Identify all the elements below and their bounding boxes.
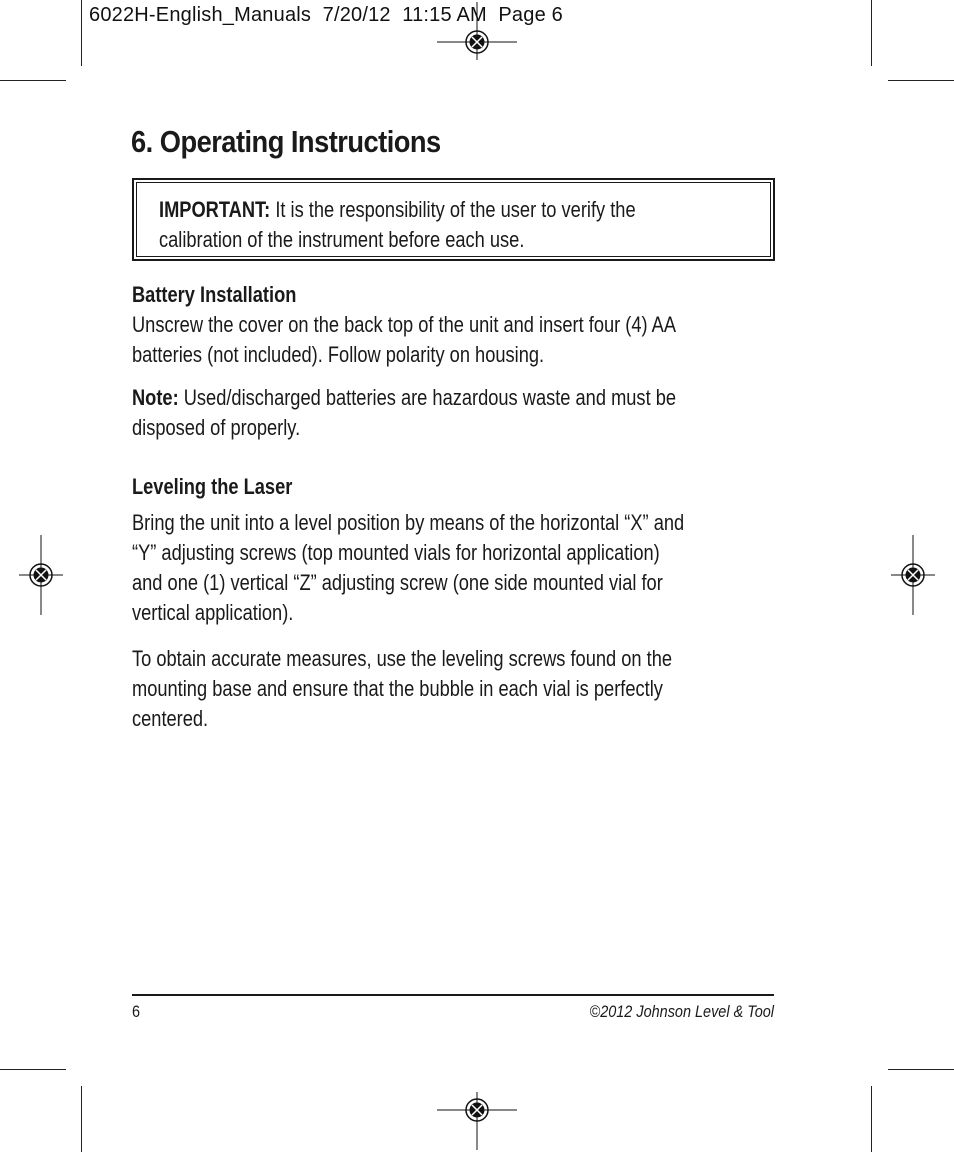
leveling-p1-line-1: Bring the unit into a level position by means of the horizontal “X” and [132, 510, 685, 535]
crop-mark-bottom-left-horizontal [0, 1069, 66, 1070]
registration-target-icon [437, 1070, 517, 1150]
battery-text-line-1: Unscrew the cover on the back top of the unit and insert four (4) AA [132, 312, 677, 337]
note-line-2: disposed of properly. [132, 415, 301, 440]
important-notice-box [132, 178, 775, 261]
battery-installation-heading: Battery Installation [132, 282, 297, 307]
leveling-p2-line-2: mounting base and ensure that the bubble in each vial is perfectly [132, 676, 663, 701]
page-title: 6. Operating Instructions [131, 124, 441, 159]
leveling-p2-line-1: To obtain accurate measures, use the leveling screws found on the [132, 646, 673, 671]
important-label: IMPORTANT: [159, 197, 271, 222]
print-slug-line: 6022H-English_Manuals 7/20/12 11:15 AM Page 6 [89, 4, 563, 26]
leveling-heading: Leveling the Laser [132, 474, 293, 499]
leveling-p1-line-2: “Y” adjusting screws (top mounted vials for horizontal application) [132, 540, 660, 565]
note-section [132, 383, 777, 443]
registration-target-icon [437, 2, 517, 82]
crop-mark-top-right-horizontal [888, 80, 954, 81]
note-line-1 [132, 383, 677, 413]
important-notice-inner [136, 182, 771, 257]
crop-mark-bottom-right-horizontal [888, 1069, 954, 1070]
leveling-paragraph-2 [132, 644, 777, 734]
footer-rule [132, 994, 774, 996]
page-number: 6 [132, 1002, 141, 1021]
registration-target-icon [1, 535, 81, 615]
battery-installation-section [132, 280, 777, 370]
note-label: Note: [132, 385, 179, 410]
copyright-notice: ©2012 Johnson Level & Tool [589, 1002, 774, 1021]
important-notice-line-1 [159, 195, 648, 225]
note-text-1: Used/discharged batteries are hazardous waste and must be [178, 385, 677, 410]
battery-text-line-2: batteries (not included). Follow polarity on housing. [132, 342, 545, 367]
important-notice-line-2: calibration of the instrument before each use. [159, 227, 525, 252]
leveling-paragraph-1 [132, 508, 777, 628]
leveling-section [132, 472, 777, 502]
leveling-p1-line-4: vertical application). [132, 600, 294, 625]
leveling-p1-line-3: and one (1) vertical “Z” adjusting screw (one side mounted vial for [132, 570, 663, 595]
crop-mark-bottom-right-vertical [871, 1086, 872, 1152]
crop-mark-bottom-left-vertical [81, 1086, 82, 1152]
crop-mark-top-left-vertical [81, 0, 82, 66]
registration-target-icon [873, 535, 953, 615]
crop-mark-top-left-horizontal [0, 80, 66, 81]
crop-mark-top-right-vertical [871, 0, 872, 66]
leveling-p2-line-3: centered. [132, 706, 209, 731]
important-text-1: It is the responsibility of the user to verify the [270, 197, 636, 222]
